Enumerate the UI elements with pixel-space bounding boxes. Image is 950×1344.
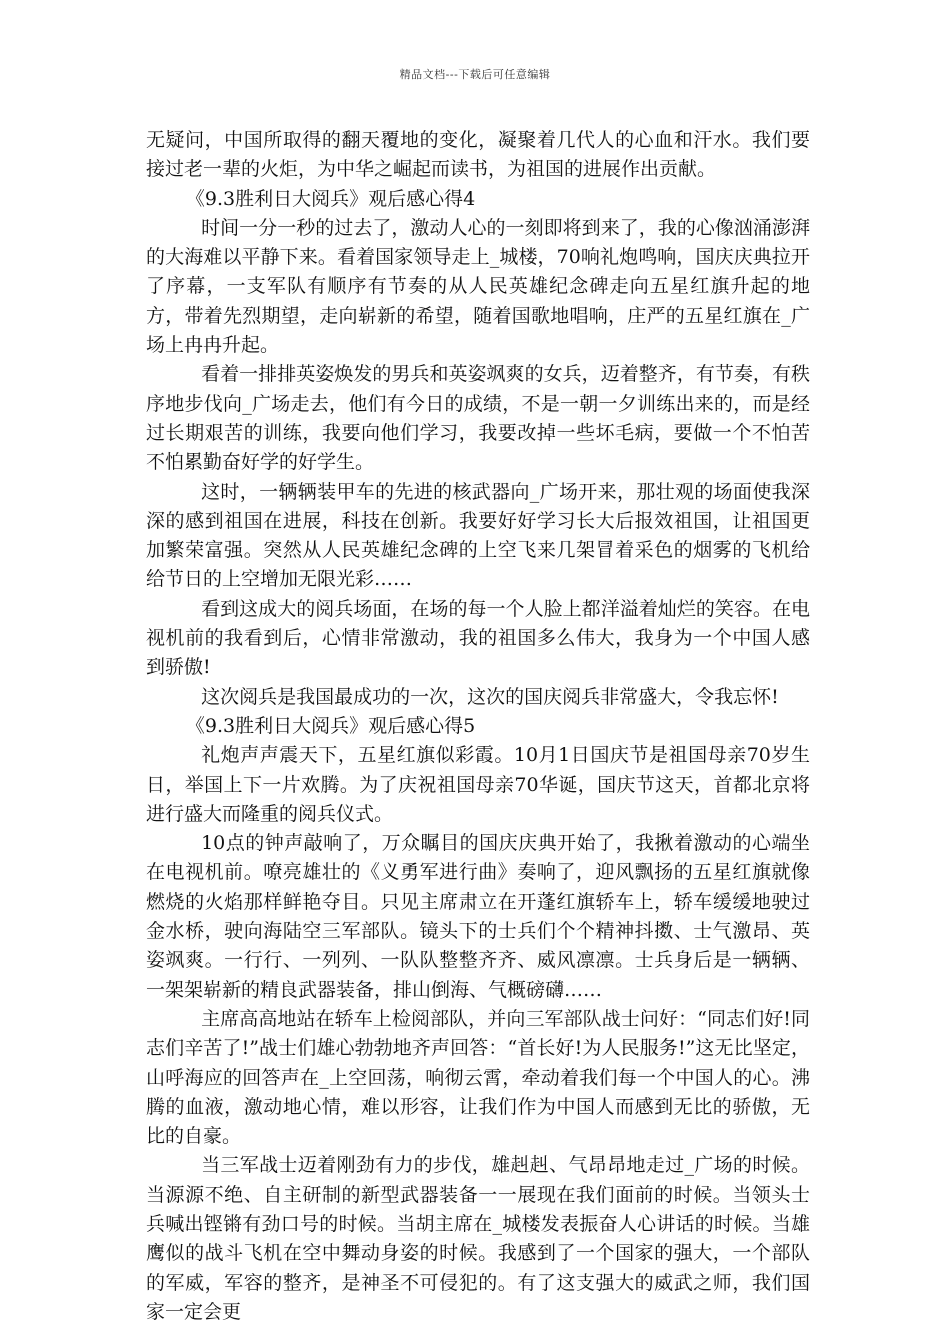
- section-heading: 《9.3胜利日大阅兵》观后感心得4: [185, 187, 476, 210]
- paragraph: 主席高高地站在轿车上检阅部队，并向三军部队战士问好：“同志们好!同志们辛苦了!”战士们雄心勃勃地齐声回答：“首长好!为人民服务!”这无比坚定，山呼海应的回答声在_上空回荡，响彻云霄，牵动着我们每一个中国人的心。沸腾的血液，激动地心情，难以形容，让我们作为中国人而感到无比的骄傲，无比的自豪。: [146, 1007, 810, 1148]
- paragraph: 这时，一辆辆装甲车的先进的核武器向_广场开来，那壮观的场面使我深深的感到祖国在进展，科技在创新。我要好好学习长大后报效祖国，让祖国更加繁荣富强。突然从人民英雄纪念碑的上空飞来几架冒着采色的烟雾的飞机给给节日的上空增加无限光彩……: [146, 480, 810, 591]
- document-body: [146, 126, 810, 1327]
- page-header: 精品文档---下载后可任意编辑: [399, 68, 551, 81]
- paragraph: 看着一排排英姿焕发的男兵和英姿飒爽的女兵，迈着整齐，有节奏，有秩序地步伐向_广场走去，他们有今日的成绩，不是一朝一夕训练出来的，而是经过长期艰苦的训练，我要向他们学习，我要改掉一些坏毛病，要做一个不怕苦不怕累勤奋好学的好学生。: [146, 363, 810, 474]
- paragraph: 时间一分一秒的过去了，激动人心的一刻即将到来了，我的心像汹涌澎湃的大海难以平静下来。看着国家领导走上_城楼，70响礼炮鸣响，国庆庆典拉开了序幕，一支军队有顺序有节奏的从人民英雄纪念碑走向五星红旗升起的地方，带着先烈期望，走向崭新的希望，随着国歌地唱响，庄严的五星红旗在_广场上冉冉升起。: [146, 216, 810, 357]
- section-heading: 《9.3胜利日大阅兵》观后感心得5: [185, 714, 476, 737]
- paragraph: 当三军战士迈着刚劲有力的步伐，雄赳赳、气昂昂地走过_广场的时候。当源源不绝、自主研制的新型武器装备一一展现在我们面前的时候。当领头士兵喊出铿锵有劲口号的时候。当胡主席在_城楼发表振奋人心讲话的时候。当雄鹰似的战斗飞机在空中舞动身姿的时候。我感到了一个国家的强大，一个部队的军威，军容的整齐，是神圣不可侵犯的。有了这支强大的威武之师，我们国家一定会更: [146, 1154, 810, 1323]
- paragraph: 无疑问，中国所取得的翻天覆地的变化，凝聚着几代人的心血和汗水。我们要接过老一辈的火炬，为中华之崛起而读书，为祖国的进展作出贡献。: [146, 129, 810, 181]
- paragraph: 10点的钟声敲响了，万众瞩目的国庆庆典开始了，我揪着激动的心端坐在电视机前。嘹亮雄壮的《义勇军进行曲》奏响了，迎风飘扬的五星红旗就像燃烧的火焰那样鲜艳夺目。只见主席肃立在开蓬红旗轿车上，轿车缓缓地驶过金水桥，驶向海陆空三军部队。镜头下的士兵们个个精神抖擞、士气激昂、英姿飒爽。一行行、一列列、一队队整整齐齐、威风凛凛。士兵身后是一辆辆、一架架崭新的精良武器装备，排山倒海、气概磅礴……: [146, 832, 810, 1001]
- paragraph: 礼炮声声震天下，五星红旗似彩霞。10月1日国庆节是祖国母亲70岁生日，举国上下一片欢腾。为了庆祝祖国母亲70华诞，国庆节这天，首都北京将进行盛大而隆重的阅兵仪式。: [146, 744, 810, 825]
- paragraph: 看到这成大的阅兵场面，在场的每一个人脸上都洋溢着灿烂的笑容。在电视机前的我看到后，心情非常激动，我的祖国多么伟大，我身为一个中国人感到骄傲!: [146, 597, 810, 679]
- paragraph: 这次阅兵是我国最成功的一次，这次的国庆阅兵非常盛大，令我忘怀!: [201, 685, 779, 708]
